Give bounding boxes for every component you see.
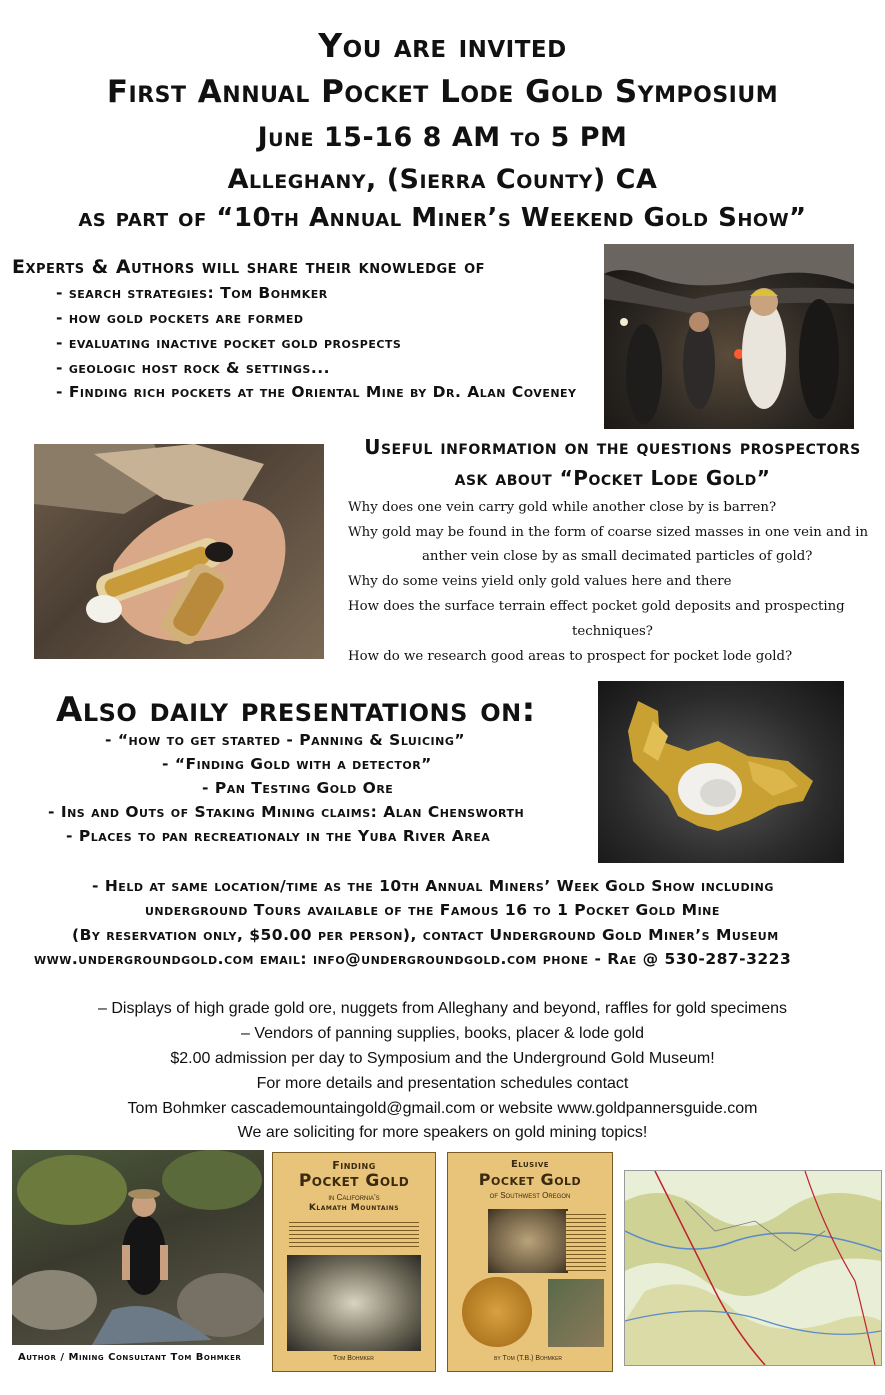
info-line: – Vendors of panning supplies, books, placer & lode gold	[241, 1025, 644, 1042]
useful-heading: Useful information on the questions prospectors	[364, 435, 861, 459]
question-4: How does the surface terrain effect pocket gold deposits and prospecting	[348, 599, 845, 614]
book2-photo-left	[462, 1277, 532, 1347]
experts-item: - Finding rich pockets at the Oriental Mine by Dr. Alan Coveney	[56, 383, 577, 401]
header-date: June 15-16 8 AM to 5 PM	[257, 122, 628, 153]
book2-photo-right	[548, 1279, 604, 1347]
held-line-2: underground Tours available of the Famous 16 to 1 Pocket Gold Mine	[145, 901, 720, 919]
daily-item: - Ins and Outs of Staking Mining claims: Alan Chensworth	[48, 803, 525, 821]
info-line: For more details and presentation schedules contact	[256, 1075, 629, 1092]
question-2-cont: anther vein close by as small decimated particles of gold?	[422, 549, 813, 564]
book1-subtitle-2: Klamath Mountains	[308, 1203, 400, 1213]
experts-item: - geologic host rock & settings...	[56, 359, 330, 377]
held-line-1: - Held at same location/time as the 10th Annual Miners’ Week Gold Show including	[92, 877, 774, 895]
book1-title-small: Finding	[332, 1159, 376, 1172]
region-map	[624, 1170, 882, 1366]
info-line: Tom Bohmker cascademountaingold@gmail.com or website www.goldpannersguide.com	[127, 1100, 758, 1117]
held-line-3: (By reservation only, $50.00 per person), contact Underground Gold Miner’s Museum	[72, 926, 779, 944]
gold-nugget-photo	[598, 681, 844, 863]
question-2: Why gold may be found in the form of coarse sized masses in one vein and in	[348, 525, 869, 540]
book-cover-elusive-pocket-gold	[447, 1152, 613, 1372]
book2-title: Pocket Gold	[478, 1170, 582, 1189]
daily-item: - “how to get started - Panning & Sluicing”	[105, 731, 466, 749]
book1-subtitle: in California's	[328, 1193, 380, 1202]
daily-item: - Pan Testing Gold Ore	[202, 779, 394, 797]
contact-line: www.undergroundgold.com email: info@undergroundgold.com phone - Rae @ 530-287-3223	[34, 950, 792, 968]
header-location: Alleghany, (Sierra County) CA	[227, 164, 658, 195]
book2-nugget-photo	[488, 1209, 568, 1273]
author-photo	[12, 1150, 264, 1345]
experts-item: - how gold pockets are formed	[56, 309, 304, 327]
question-3: Why do some veins yield only gold values here and there	[348, 574, 732, 589]
book1-title: Pocket Gold	[298, 1171, 410, 1191]
question-5: How do we research good areas to prospect for pocket lode gold?	[348, 649, 793, 664]
mine-tour-photo	[604, 244, 854, 429]
info-line: – Displays of high grade gold ore, nuggets from Alleghany and beyond, raffles for gold specimens	[97, 1000, 787, 1017]
experts-item: - search strategies: Tom Bohmker	[56, 284, 328, 302]
header-show: as part of “10th Annual Miner’s Weekend Gold Show”	[78, 203, 807, 233]
question-1: Why does one vein carry gold while another close by is barren?	[348, 500, 777, 515]
page-title: First Annual Pocket Lode Gold Symposium	[106, 74, 779, 110]
info-line: We are soliciting for more speakers on gold mining topics!	[237, 1124, 648, 1141]
book1-photo	[287, 1255, 421, 1351]
daily-item: - Places to pan recreationaly in the Yuba River Area	[66, 827, 491, 845]
book1-text-block	[289, 1219, 419, 1247]
daily-item: - “Finding Gold with a detector”	[162, 755, 432, 773]
useful-subheading: ask about “Pocket Lode Gold”	[454, 466, 771, 490]
header-line-invited: You are invited	[318, 26, 567, 65]
info-line: $2.00 admission per day to Symposium and the Underground Gold Museum!	[170, 1050, 715, 1067]
book2-title-small: Elusive	[510, 1159, 550, 1170]
book2-text-block	[566, 1211, 606, 1271]
author-caption: Author / Mining Consultant Tom Bohmker	[18, 1352, 242, 1363]
book2-author: by Tom (T.B.) Bohmker	[494, 1355, 563, 1362]
experts-heading: Experts & Authors will share their knowledge of	[12, 256, 486, 278]
question-4-cont: techniques?	[572, 624, 653, 639]
daily-heading: Also daily presentations on:	[56, 690, 536, 730]
gold-vials-photo	[34, 444, 324, 659]
book-cover-finding-pocket-gold	[272, 1152, 436, 1372]
experts-item: - evaluating inactive pocket gold prospects	[56, 334, 402, 352]
book1-author: Tom Bohmker	[333, 1355, 374, 1362]
book2-subtitle: of Southwest Oregon	[489, 1191, 571, 1200]
